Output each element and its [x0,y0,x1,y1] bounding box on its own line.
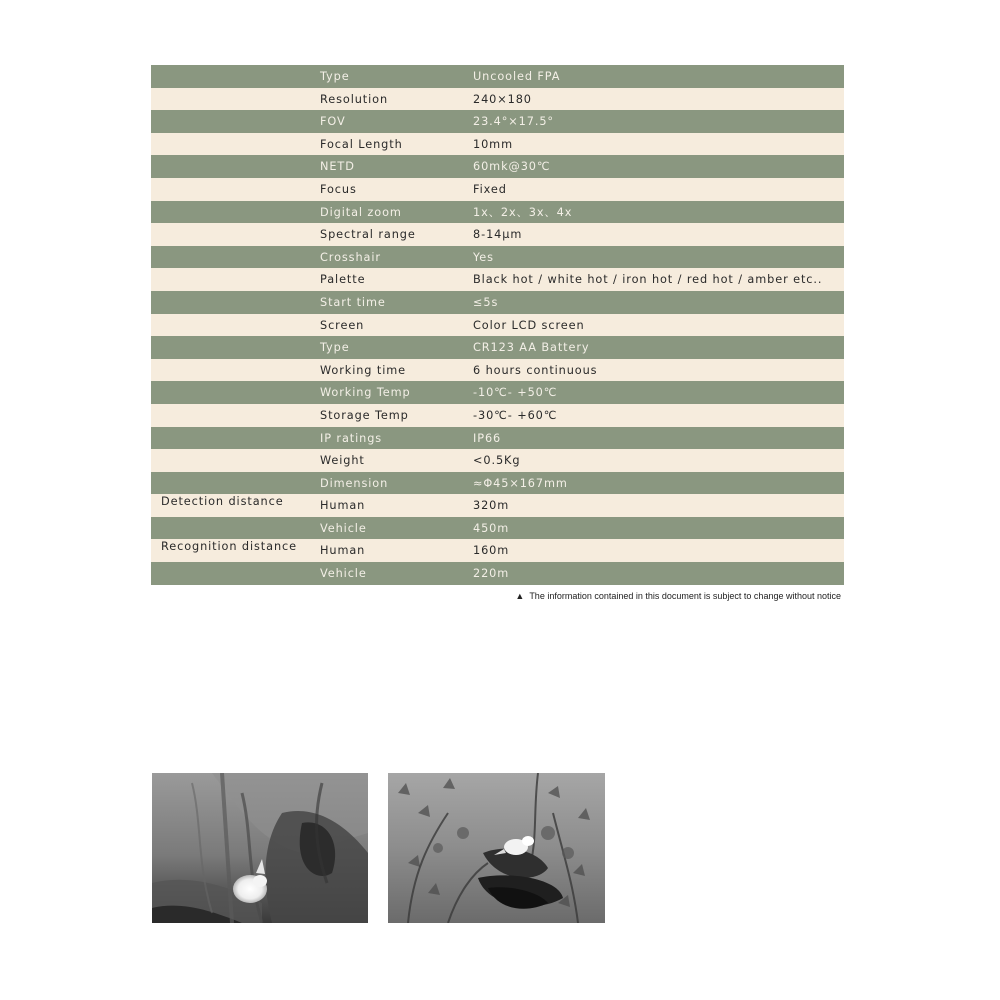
spec-param: Start time [320,295,386,309]
spec-value: <0.5Kg [473,454,521,468]
spec-value: Fixed [473,182,507,196]
recognition-distance-label: Recognition distance [161,540,297,553]
spec-value: 240×180 [473,92,532,106]
spec-row [151,88,844,111]
disclaimer-note [515,591,841,601]
spec-value: 6 hours continuous [473,363,598,377]
distance-param: Human [320,499,366,513]
spec-row [151,155,844,178]
distance-param: Human [320,544,366,558]
spec-value: Black hot / white hot / iron hot / red hot / amber etc.. [473,273,823,287]
spec-param: Crosshair [320,250,381,264]
warning-triangle-icon: ▲ [515,591,525,601]
spec-value: 1x、2x、3x、4x [473,205,573,219]
spec-value: -10℃- +50℃ [473,386,558,400]
spec-value: CR123 AA Battery [473,341,590,355]
spec-param: Spectral range [320,228,416,242]
distance-param: Vehicle [320,567,367,581]
distance-value: 160m [473,544,510,558]
spec-row [151,381,844,404]
spec-param: Storage Temp [320,408,409,422]
spec-value: IP66 [473,431,502,445]
spec-row [151,359,844,382]
detection-distance-label: Detection distance [161,495,284,508]
spec-param: Digital zoom [320,205,402,219]
spec-param: Focal Length [320,137,403,151]
spec-param: Working time [320,363,406,377]
spec-param: Dimension [320,476,389,490]
spec-table [151,65,844,585]
distance-value: 220m [473,567,510,581]
spec-row [151,404,844,427]
spec-value: 10mm [473,137,513,151]
distance-value: 450m [473,521,510,535]
spec-row [151,268,844,291]
spec-value: 60mk@30℃ [473,160,551,174]
disclaimer-text: The information contained in this document is subject to change without notice [529,591,841,601]
spec-row [151,449,844,472]
spec-param: Palette [320,273,366,287]
spec-value: Color LCD screen [473,318,585,332]
spec-value: -30℃- +60℃ [473,408,558,422]
spec-param: FOV [320,115,346,129]
spec-row [151,110,844,133]
spec-row [151,65,844,88]
distance-param: Vehicle [320,521,367,535]
spec-param: Screen [320,318,365,332]
spec-value: ≈Φ45×167mm [473,476,568,490]
spec-param: Type [320,341,350,355]
spec-param: Type [320,70,350,83]
spec-value: 23.4°×17.5° [473,115,554,129]
spec-value: Uncooled FPA [473,70,561,83]
spec-row [151,201,844,224]
spec-row [151,291,844,314]
spec-row [151,336,844,359]
spec-row [151,246,844,269]
spec-value: Yes [473,250,494,264]
spec-row [151,178,844,201]
spec-value: ≤5s [473,295,499,309]
spec-row [151,223,844,246]
thermal-image-rabbit [152,773,368,923]
spec-row [151,472,844,495]
spec-row [151,427,844,450]
spec-value: 8-14μm [473,228,523,242]
distance-row [151,517,844,540]
spec-param: Focus [320,182,357,196]
spec-row [151,314,844,337]
thermal-image-bird-in-foliage [388,773,605,923]
spec-param: Weight [320,454,365,468]
distance-value: 320m [473,499,510,513]
spec-param: Resolution [320,92,389,106]
spec-param: IP ratings [320,431,383,445]
spec-row [151,133,844,156]
spec-param: Working Temp [320,386,411,400]
spec-param: NETD [320,160,355,174]
distance-row [151,562,844,585]
